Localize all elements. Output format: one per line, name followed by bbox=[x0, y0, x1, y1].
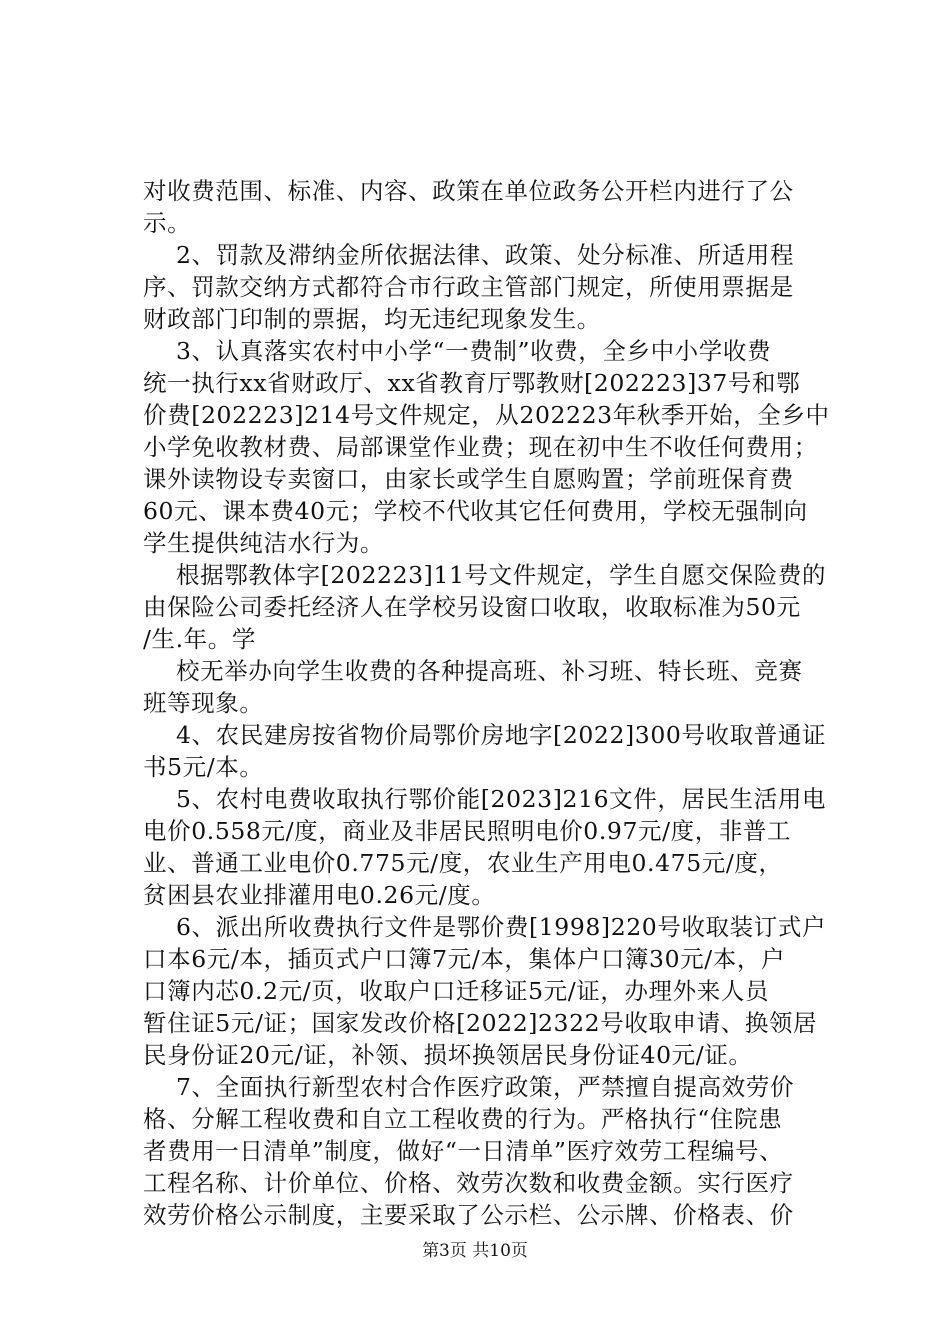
text-line: 课外读物设专卖窗口，由家长或学生自愿购置；学前班保育费 bbox=[143, 465, 794, 493]
text-line: 根据鄂教体字[202223]11号文件规定，学生自愿交保险费的 bbox=[176, 561, 827, 589]
text-line: 学生提供纯洁水行为。 bbox=[143, 529, 384, 557]
text-line: 4、农民建房按省物价局鄂价房地字[2022]300号收取普通证 bbox=[176, 721, 827, 749]
text-line: 贫困县农业排灌用电0.26元/度。 bbox=[143, 881, 496, 909]
text-line: 格、分解工程收费和自立工程收费的行为。严格执行“住院患 bbox=[143, 1105, 783, 1133]
text-line: /生.年。学 bbox=[143, 625, 256, 653]
text-line: 对收费范围、标准、内容、政策在单位政务公开栏内进行了公 bbox=[143, 177, 794, 205]
text-line: 序、罚款交纳方式都符合市行政主管部门规定，所使用票据是 bbox=[143, 273, 794, 301]
text-line: 者费用一日清单”制度，做好“一日清单”医疗效劳工程编号、 bbox=[143, 1137, 784, 1165]
text-line: 效劳价格公示制度，主要采取了公示栏、公示牌、价格表、价 bbox=[143, 1201, 794, 1229]
text-line: 6、派出所收费执行文件是鄂价费[1998]220号收取装订式户 bbox=[176, 913, 827, 941]
text-line: 3、认真落实农村中小学“一费制”收费，全乡中小学收费 bbox=[176, 337, 772, 365]
text-line: 小学免收教材费、局部课堂作业费；现在初中生不收任何费用； bbox=[143, 433, 818, 461]
text-line: 2、罚款及滞纳金所依据法律、政策、处分标准、所适用程 bbox=[176, 241, 795, 269]
text-line: 口本6元/本，插页式户口簿7元/本，集体户口簿30元/本，户 bbox=[143, 945, 786, 973]
text-line: 7、全面执行新型农村合作医疗政策，严禁擅自提高效劳价 bbox=[176, 1073, 795, 1101]
text-line: 工程名称、计价单位、价格、效劳次数和收费金额。实行医疗 bbox=[143, 1169, 794, 1197]
page-footer: 第3页 共10页 bbox=[422, 1241, 528, 1261]
text-line: 财政部门印制的票据，均无违纪现象发生。 bbox=[143, 305, 601, 333]
text-line: 班等现象。 bbox=[143, 689, 264, 717]
text-line: 示。 bbox=[143, 209, 192, 237]
text-line: 由保险公司委托经济人在学校另设窗口收取，收取标准为50元 bbox=[143, 593, 801, 621]
text-line: 业、普通工业电价0.775元/度，农业生产用电0.475元/度， bbox=[143, 849, 783, 877]
text-line: 统一执行xx省财政厅、xx省教育厅鄂教财[202223]37号和鄂 bbox=[143, 369, 801, 397]
text-line: 口簿内芯0.2元/页，收取户口迁移证5元/证，办理外来人员 bbox=[143, 977, 770, 1005]
text-line: 校无举办向学生收费的各种提高班、补习班、特长班、竞赛 bbox=[176, 657, 803, 685]
text-line: 5、农村电费收取执行鄂价能[2023]216文件，居民生活用电 bbox=[176, 785, 827, 813]
text-line: 60元、课本费40元；学校不代收其它任何费用，学校无强制向 bbox=[143, 497, 808, 525]
text-line: 暂住证5元/证；国家发改价格[2022]2322号收取申请、换领居 bbox=[143, 1009, 818, 1037]
text-line: 书5元/本。 bbox=[143, 753, 264, 781]
text-line: 电价0.558元/度，商业及非居民照明电价0.97元/度，非普工 bbox=[143, 817, 792, 845]
text-line: 民身份证20元/证，补领、损坏换领居民身份证40元/证。 bbox=[143, 1041, 753, 1069]
text-line: 价费[202223]214号文件规定，从202223年秋季开始，全乡中 bbox=[143, 401, 830, 429]
